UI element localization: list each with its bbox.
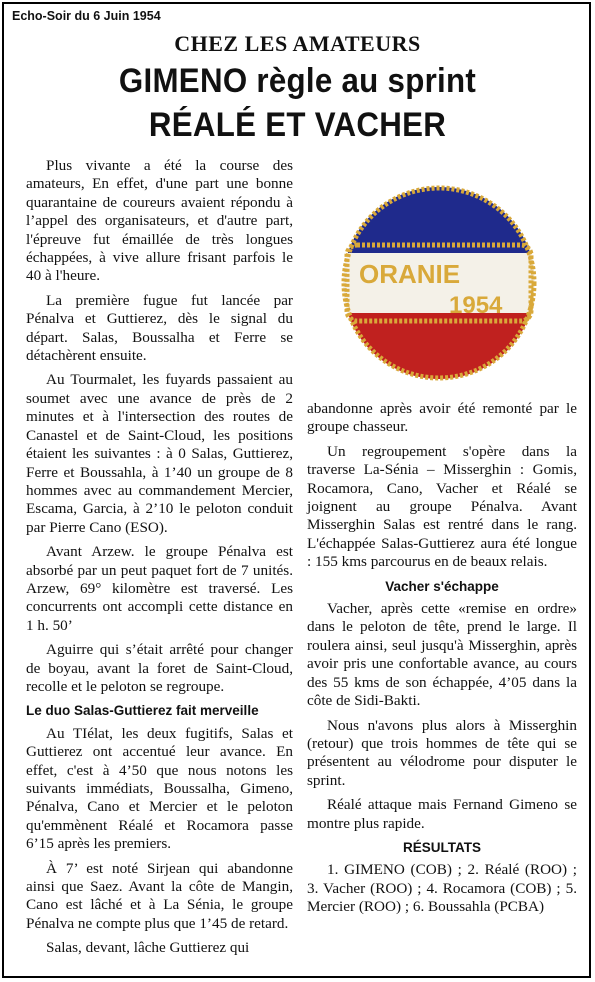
paragraph: Avant Arzew. le groupe Pénalva est absorbé par un peut paquet fort de 7 unités. Arzew, 69° kilomètre est traversé. Les concurrents ont accompli cette distance en 1 h. 50’ — [26, 543, 293, 634]
paragraph: Au Tourmalet, les fuyards passaient au soumet avec une avance de près de 2 minutes et à l'intersection des routes de Canastel et de Saint-Cloud, les positions étaient les suivantes : à 0 Salas, Guttierez, Ferre et Boussahla, à 1’40 un groupe de 8 hommes avec au commandement Mercier, Escama, Garcia, à 2’10 le peloton conduit par Pierre Cano (ESO). — [26, 371, 293, 536]
paragraph: Réalé attaque mais Fernand Gimeno se montre plus rapide. — [307, 796, 577, 832]
results-text: 1. GIMENO (COB) ; 2. Réalé (ROO) ; 3. Vacher (ROO) ; 4. Rocamora (COB) ; 5. Mercier (ROO) ; 6. Boussahla (PCBA) — [307, 861, 577, 916]
results-heading: RÉSULTATS — [403, 839, 481, 855]
paragraph: abandonne après avoir été remonté par le groupe chasseur. — [307, 400, 577, 436]
paragraph: Au TIélat, les deux fugitifs, Salas et Guttierez ont accentué leur avance. En effet, c'est à 4’50 que nous notons les suivants immédiats, Boussalha, Gimeno, Pénalva, Cano et Mercier et le peloton qu'emmènent Réalé et Rocamora passe 6’15 après les premiers. — [26, 724, 293, 853]
paragraph: Nous n'avons plus alors à Misserghin (retour) que trois hommes de tête qui se présentent au vélodrome pour disputer le sprint. — [307, 716, 577, 789]
badge-line1: ORANIE — [359, 259, 461, 289]
paragraph: La première fugue fut lancée par Pénalva et Guttierez, dès le signal du départ. Salas, Boussalha et Ferre se détachèrent ensuite. — [26, 291, 293, 365]
left-column — [26, 157, 293, 964]
paragraph: Aguirre qui s’était arrêté pour changer de boyau, avant la foret de Saint-Cloud, recolle et le peloton se regroupe. — [26, 641, 293, 695]
subheading: Le duo Salas-Guttierez fait merveille — [26, 703, 259, 719]
paragraph: Vacher, après cette «remise en ordre» dans le peloton de tête, prend le large. Il roulera ainsi, seul jusqu'à Misserghin, après avoir pris une confortable avance, au cours des 55 kms de son échappée, 4’05 dans la côte de Sidi-Bakti. — [307, 600, 577, 710]
headline-2: RÉALÉ ET VACHER — [148, 106, 447, 144]
paragraph: Un regroupement s'opère dans la traverse La-Sénia – Misserghin : Gomis, Rocamora, Cano, Vacher et Réalé se joignent au groupe Pénalva. Avant Misserghin Salas est rentré dans le rang. L'échappée Salas-Guttierez aura été longue : 155 kms parcourus en de beaux relais. — [307, 442, 577, 571]
paragraph: Plus vivante a été la course des amateurs, En effet, d'une part une bonne quarantaine de coureurs avaient répondu à l’appel des organisateurs, et d'autre part, l'épreuve fut émaillée de très longues échappées, à vive allure frisant parfois le 40 à l'heure. — [26, 157, 293, 285]
badge-line2: 1954 — [449, 292, 503, 319]
kicker: CHEZ LES AMATEURS — [174, 31, 421, 56]
right-column — [307, 400, 577, 923]
headline-1: GIMENO règle au sprint — [118, 62, 477, 100]
oranie-1954-badge — [337, 183, 541, 383]
paragraph: À 7’ est noté Sirjean qui abandonne ainsi que Saez. Avant la côte de Mangin, Cano est lâché et à La Sénia, le groupe Pénalva ne compte plus que 1’45 de retard. — [26, 859, 293, 932]
source-line: Echo-Soir du 6 Juin 1954 — [12, 9, 161, 23]
subheading: Vacher s'échappe — [385, 578, 499, 594]
paragraph: Salas, devant, lâche Guttierez qui — [46, 939, 250, 957]
